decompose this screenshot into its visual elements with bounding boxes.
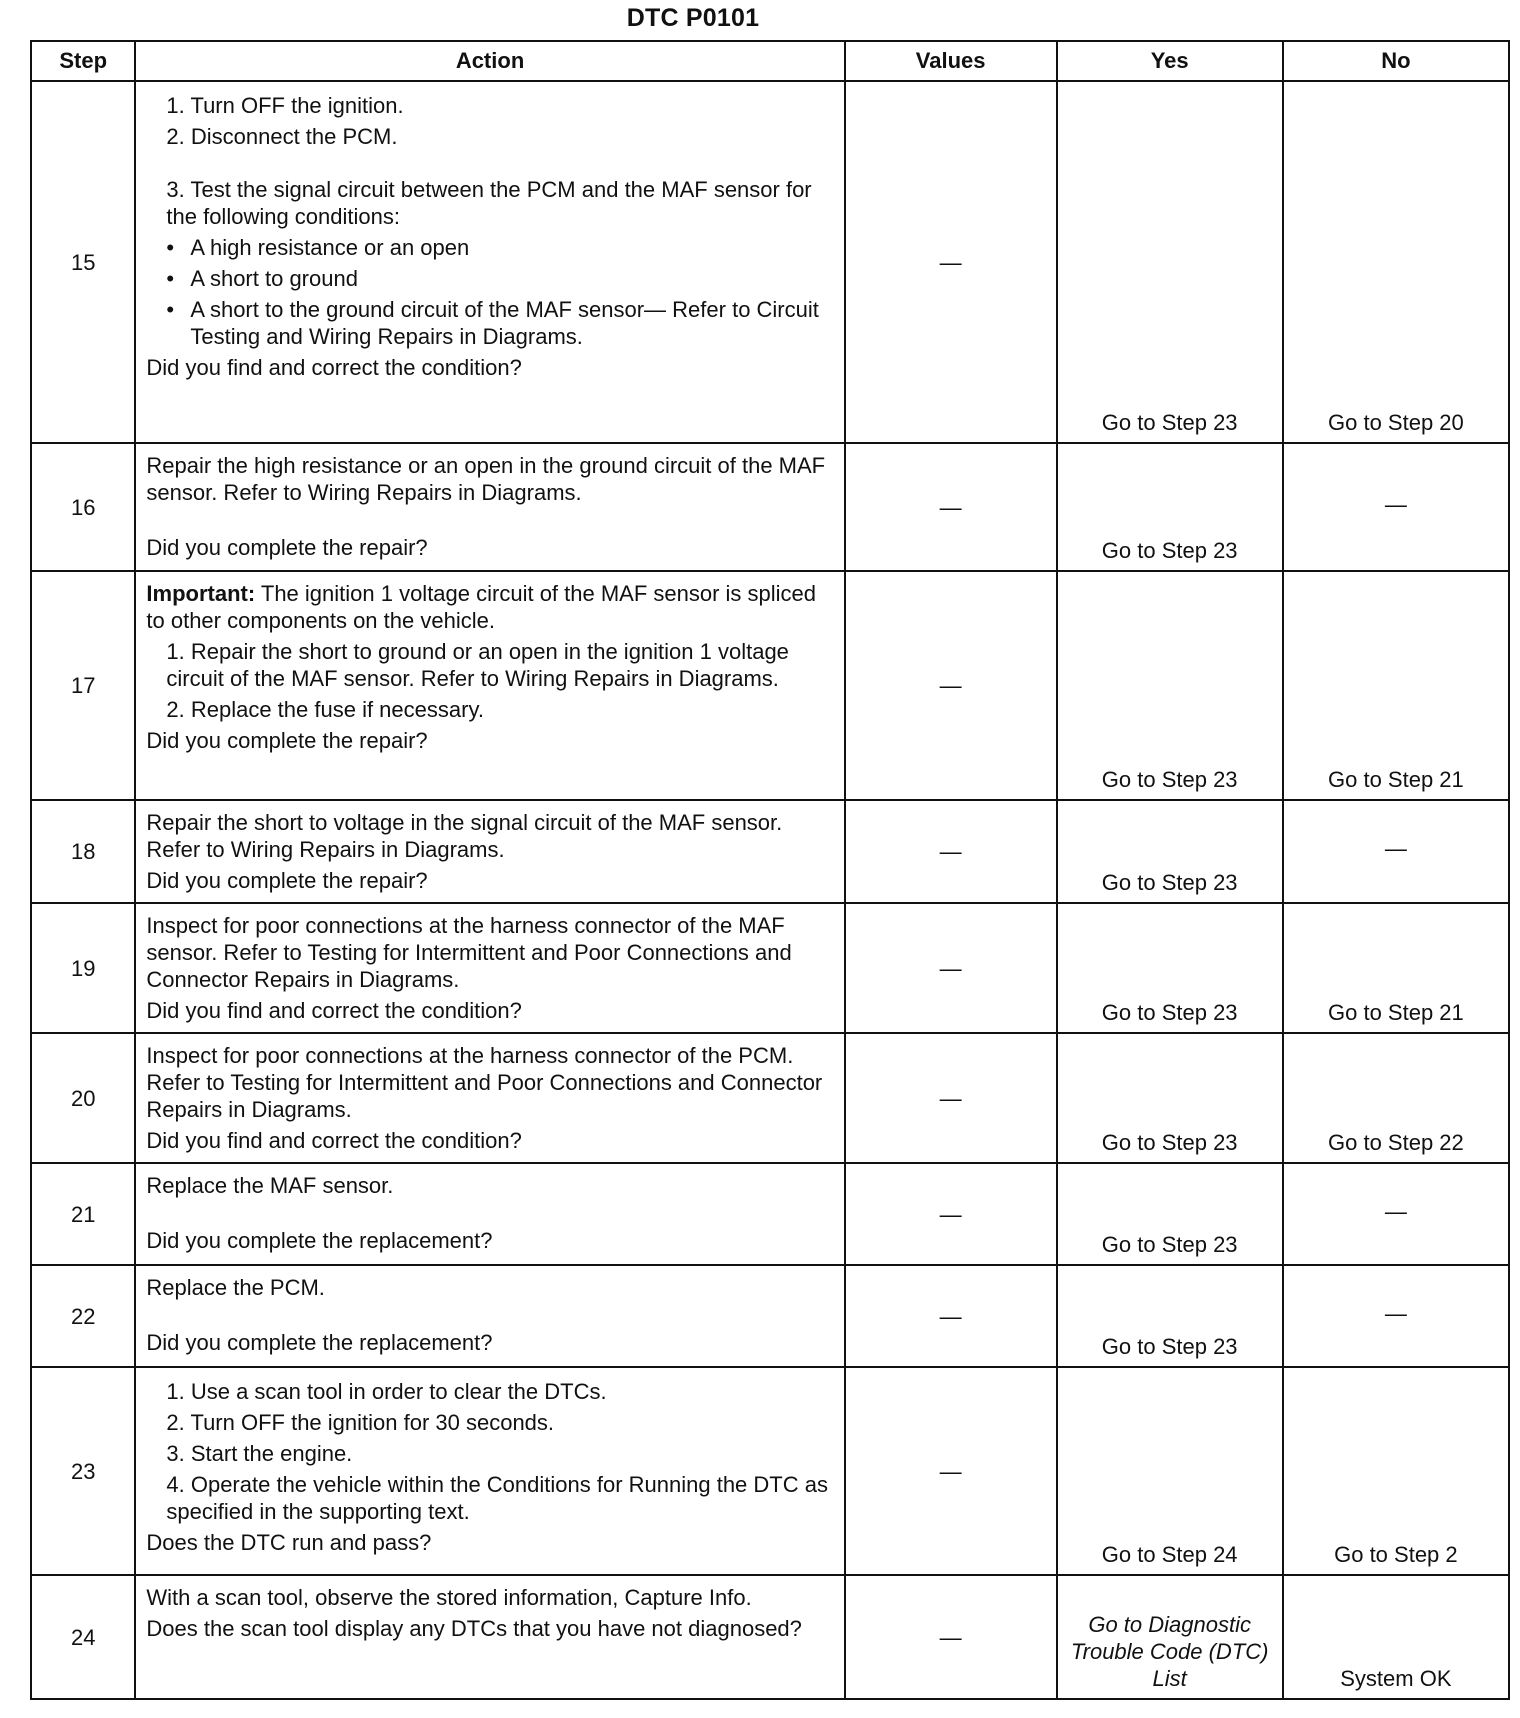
step-number: 20	[31, 1033, 135, 1163]
action-item: Replace the PCM.	[146, 1275, 325, 1300]
step-number: 23	[31, 1367, 135, 1575]
action-item: 1. Turn OFF the ignition.	[166, 93, 404, 118]
yes-cell: Go to Step 23	[1057, 571, 1283, 800]
action-question: Did you complete the replacement?	[146, 1330, 493, 1355]
table-row	[31, 571, 1509, 800]
action-item: 1. Repair the short to ground or an open in the ignition 1 voltage circuit of the MAF sensor. Refer to Wiring Repairs in Diagrams.	[166, 639, 789, 691]
yes-cell: Go to Step 23	[1057, 1163, 1283, 1265]
action-item: Replace the MAF sensor.	[146, 1173, 394, 1198]
action-item: 1. Use a scan tool in order to clear the DTCs.	[166, 1379, 607, 1404]
step-number: 24	[31, 1575, 135, 1699]
table-row	[31, 1163, 1509, 1265]
action-question: Did you complete the repair?	[146, 535, 428, 560]
yes-cell: Go to Step 23	[1057, 81, 1283, 443]
action-item: 2. Turn OFF the ignition for 30 seconds.	[166, 1410, 555, 1435]
values-cell: —	[845, 1265, 1057, 1367]
values-cell: —	[845, 1575, 1057, 1699]
action-item: Repair the short to voltage in the signal circuit of the MAF sensor. Refer to Wiring Repairs in Diagrams.	[146, 810, 783, 862]
important-label: Important:	[146, 581, 256, 606]
table-row	[31, 903, 1509, 1033]
action-cell	[135, 1163, 844, 1265]
action-item: 3. Test the signal circuit between the PCM and the MAF sensor for the following conditions:	[166, 177, 812, 229]
action-question: Did you complete the repair?	[146, 868, 428, 893]
table-row	[31, 443, 1509, 571]
action-cell	[135, 571, 844, 800]
action-bullet: • A short to ground	[166, 266, 358, 291]
yes-cell: Go to Step 23	[1057, 1265, 1283, 1367]
header-yes: Yes	[1057, 41, 1283, 81]
action-cell	[135, 1575, 844, 1699]
step-number: 21	[31, 1163, 135, 1265]
action-item: 2. Disconnect the PCM.	[166, 124, 398, 149]
action-cell	[135, 1367, 844, 1575]
values-cell: —	[845, 1367, 1057, 1575]
no-cell: System OK	[1283, 1575, 1509, 1699]
no-cell: Go to Step 2	[1283, 1367, 1509, 1575]
action-item: 4. Operate the vehicle within the Conditions for Running the DTC as specified in the supporting text.	[166, 1472, 828, 1524]
action-cell	[135, 800, 844, 903]
values-cell: —	[845, 443, 1057, 571]
action-item: 2. Replace the fuse if necessary.	[166, 697, 484, 722]
action-item: 3. Start the engine.	[166, 1441, 353, 1466]
no-cell: —	[1283, 800, 1509, 903]
header-step: Step	[31, 41, 135, 81]
action-cell	[135, 1033, 844, 1163]
yes-cell: Go to Diagnostic Trouble Code (DTC) List	[1057, 1575, 1283, 1699]
no-cell: Go to Step 20	[1283, 81, 1509, 443]
action-question: Did you find and correct the condition?	[146, 1128, 522, 1153]
no-cell: Go to Step 22	[1283, 1033, 1509, 1163]
action-question: Did you complete the replacement?	[146, 1228, 493, 1253]
no-cell: —	[1283, 1163, 1509, 1265]
values-cell: —	[845, 1163, 1057, 1265]
step-number: 19	[31, 903, 135, 1033]
header-action: Action	[135, 41, 844, 81]
action-cell	[135, 443, 844, 571]
no-cell: Go to Step 21	[1283, 903, 1509, 1033]
yes-cell: Go to Step 23	[1057, 1033, 1283, 1163]
values-cell: —	[845, 81, 1057, 443]
action-item: Inspect for poor connections at the harness connector of the MAF sensor. Refer to Testing for Intermittent and Poor Connections and Connector Repairs in Diagrams.	[146, 913, 792, 992]
action-question: Did you complete the repair?	[146, 728, 428, 753]
action-item: Inspect for poor connections at the harness connector of the PCM. Refer to Testing for Intermittent and Poor Connections and Connector Repairs in Diagrams.	[146, 1043, 823, 1122]
table-row	[31, 1265, 1509, 1367]
yes-cell: Go to Step 23	[1057, 903, 1283, 1033]
table-header-row	[31, 41, 1509, 81]
diagnostic-table	[30, 40, 1510, 1700]
values-cell: —	[845, 903, 1057, 1033]
step-number: 18	[31, 800, 135, 903]
step-number: 22	[31, 1265, 135, 1367]
step-number: 17	[31, 571, 135, 800]
action-bullet: • A high resistance or an open	[166, 235, 470, 260]
table-row	[31, 81, 1509, 443]
page-title: DTC P0101	[626, 4, 760, 32]
action-item: With a scan tool, observe the stored information, Capture Info.	[146, 1585, 752, 1610]
values-cell: —	[845, 1033, 1057, 1163]
action-question: Did you find and correct the condition?	[146, 355, 522, 380]
no-cell: Go to Step 21	[1283, 571, 1509, 800]
table-row	[31, 1033, 1509, 1163]
values-cell: —	[845, 800, 1057, 903]
values-cell: —	[845, 571, 1057, 800]
yes-cell: Go to Step 23	[1057, 443, 1283, 571]
action-bullet: • A short to the ground circuit of the MAF sensor— Refer to Circuit Testing and Wiring Repairs in Diagrams.	[166, 297, 819, 349]
action-cell	[135, 903, 844, 1033]
step-number: 15	[31, 81, 135, 443]
action-item: Repair the high resistance or an open in the ground circuit of the MAF sensor. Refer to Wiring Repairs in Diagrams.	[146, 453, 826, 505]
header-values: Values	[845, 41, 1057, 81]
no-cell: —	[1283, 1265, 1509, 1367]
action-question: Did you find and correct the condition?	[146, 998, 522, 1023]
table-row	[31, 1367, 1509, 1575]
header-no: No	[1283, 41, 1509, 81]
step-number: 16	[31, 443, 135, 571]
action-question: Does the DTC run and pass?	[146, 1530, 432, 1555]
action-question: Does the scan tool display any DTCs that you have not diagnosed?	[146, 1616, 802, 1641]
yes-cell: Go to Step 24	[1057, 1367, 1283, 1575]
action-important: Important: The ignition 1 voltage circuit of the MAF sensor is spliced to other components on the vehicle.	[146, 581, 817, 633]
yes-cell: Go to Step 23	[1057, 800, 1283, 903]
table-row	[31, 800, 1509, 903]
action-cell	[135, 1265, 844, 1367]
action-cell	[135, 81, 844, 443]
table-row	[31, 1575, 1509, 1699]
no-cell: —	[1283, 443, 1509, 571]
